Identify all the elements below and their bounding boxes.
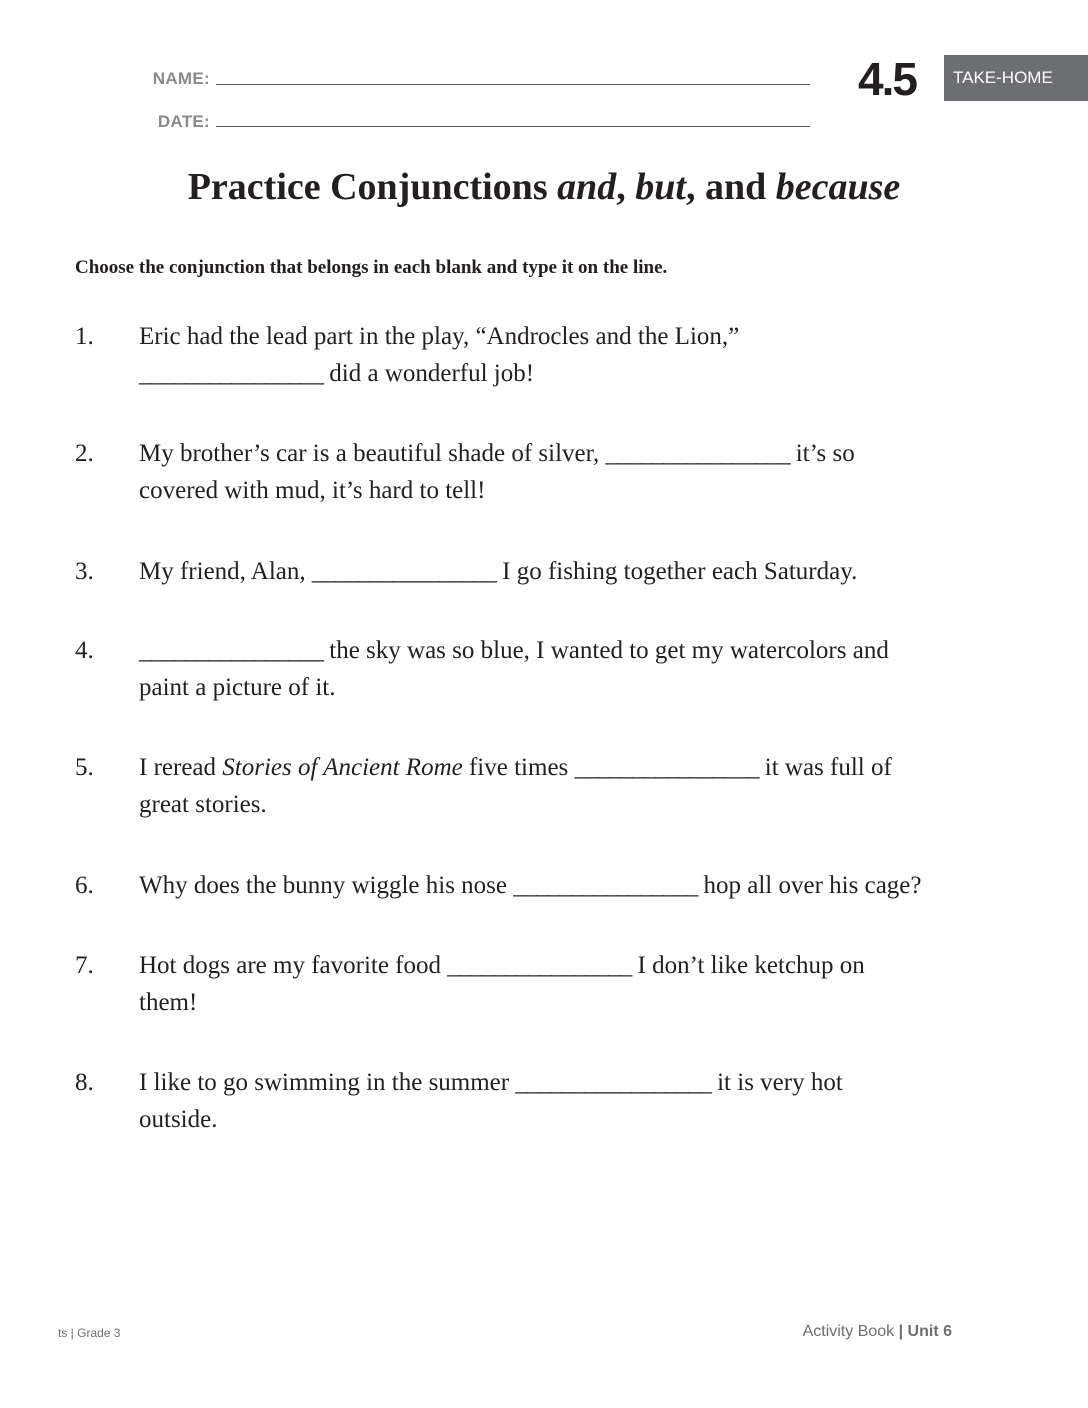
title-sep1: ,	[616, 166, 636, 208]
footer-book: Activity Book	[802, 1323, 895, 1340]
item-after: the sky was so blue, I wanted to get my watercolors and	[323, 637, 889, 664]
item-before: I like to go swimming in the summer	[139, 1069, 516, 1096]
footer-book-info	[803, 1323, 952, 1341]
answer-blank-1[interactable]: ________________	[139, 360, 323, 387]
footer-grade: ts | Grade 3	[58, 1326, 121, 1340]
item-line2: covered with mud, it’s hard to tell!	[139, 477, 486, 504]
item-number: 8.	[75, 1069, 94, 1096]
item-after: I go fishing together each Saturday.	[495, 558, 858, 585]
answer-blank-7[interactable]: ________________	[447, 952, 632, 979]
answer-blank-5[interactable]: ________________	[574, 754, 759, 781]
item-before: My brother’s car is a beautiful shade of silver,	[139, 440, 606, 467]
item-after: it was full of	[758, 754, 892, 781]
date-label: DATE:	[157, 112, 210, 131]
item-line1: Eric had the lead part in the play, “Androcles and the Lion,”	[139, 323, 740, 350]
answer-blank-2[interactable]: ________________	[605, 440, 790, 467]
lesson-number: 4.5	[858, 53, 916, 105]
item-number: 6.	[75, 872, 94, 899]
instructions: Choose the conjunction that belongs in each blank and type it on the line.	[75, 257, 668, 278]
item-after: hop all over his cage?	[697, 872, 922, 899]
item-text	[139, 867, 1029, 904]
item-line2: them!	[139, 989, 198, 1016]
take-home-badge: TAKE-HOME	[944, 55, 1088, 101]
item-number: 7.	[75, 952, 94, 979]
item-number: 2.	[75, 440, 94, 467]
item-before: I reread	[139, 754, 223, 781]
title-word-but: but	[635, 166, 686, 208]
title-prefix: Practice Conjunctions	[187, 166, 558, 208]
answer-blank-8[interactable]: _________________	[515, 1069, 711, 1096]
item-before: Why does the bunny wiggle his nose	[139, 872, 514, 899]
item-text	[139, 435, 1029, 509]
name-field[interactable]	[216, 84, 810, 85]
item-text	[139, 318, 1029, 392]
item-text	[139, 749, 1029, 823]
title-sep2: , and	[685, 166, 776, 208]
footer-divider: |	[894, 1323, 908, 1340]
answer-blank-3[interactable]: ________________	[311, 558, 496, 585]
answer-blank-4[interactable]: ________________	[139, 637, 323, 664]
item-line2: did a wonderful job!	[323, 360, 535, 387]
answer-blank-6[interactable]: ________________	[513, 872, 698, 899]
title-word-and: and	[557, 166, 617, 208]
item-line2: paint a picture of it.	[139, 674, 336, 701]
name-label: NAME:	[152, 69, 210, 88]
item-line2: outside.	[139, 1106, 218, 1133]
item-number: 1.	[75, 323, 94, 350]
item-text	[139, 1064, 1029, 1138]
item-after: it’s so	[789, 440, 855, 467]
item-before: My friend, Alan,	[139, 558, 312, 585]
item-number: 5.	[75, 754, 94, 781]
page-title	[0, 165, 1088, 209]
item-mid: five times	[462, 754, 575, 781]
item-number: 4.	[75, 637, 94, 664]
item-text	[139, 632, 1029, 706]
item-after: it is very hot	[710, 1069, 843, 1096]
item-number: 3.	[75, 558, 94, 585]
date-field[interactable]	[216, 126, 810, 127]
item-text	[139, 947, 1029, 1021]
item-text	[139, 553, 1029, 590]
title-word-because: because	[775, 166, 901, 208]
book-title: Stories of Ancient Rome	[222, 754, 463, 781]
footer-unit: Unit 6	[907, 1323, 952, 1340]
item-after: I don’t like ketchup on	[631, 952, 865, 979]
item-line2: great stories.	[139, 791, 267, 818]
item-before: Hot dogs are my favorite food	[139, 952, 448, 979]
